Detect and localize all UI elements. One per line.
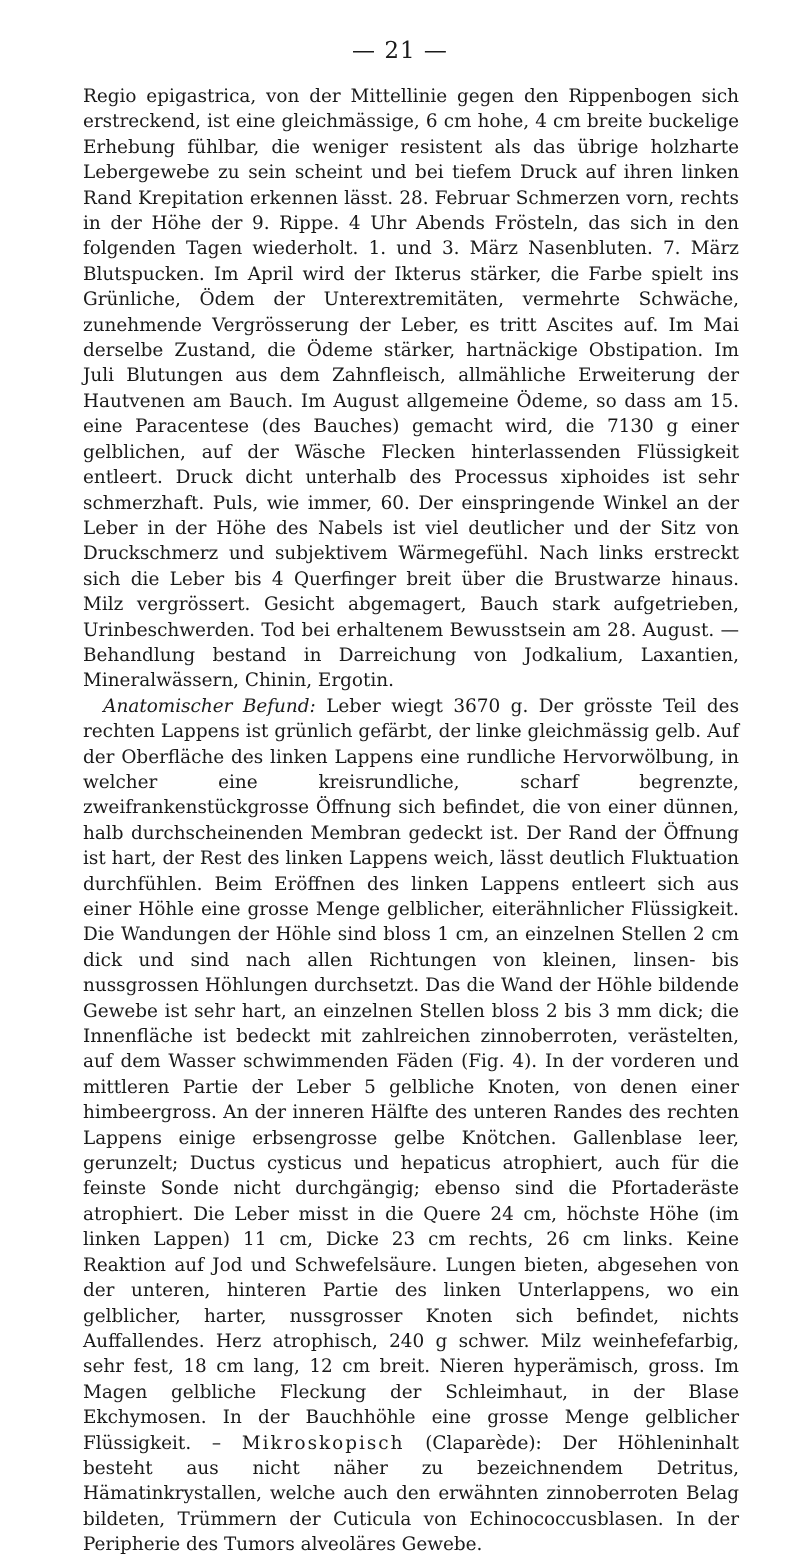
anatomical-findings-text: Leber wiegt 3670 g. Der grösste Teil des rechten Lappens ist grünlich gefärbt, der linke gleichmässig gelb. Auf der Oberfläche des linken Lappens eine rundliche Hervorwölbung, in welcher eine kreisrundliche, scharf begrenzte, zweifrankenstückgrosse Öffnung sich befindet, die von einer dünnen, halb durchscheinenden Membran gedeckt ist. Der Rand der Öffnung ist hart, der Rest des linken Lappens weich, lässt deutlich Fluktuation durchfühlen. Beim Eröffnen des linken Lappens entleert sich aus einer Höhle eine grosse Menge gelblicher, eiterähnlicher Flüssigkeit. Die Wandungen der Höhle sind bloss 1 cm, an einzelnen Stellen 2 cm dick und sind nach allen Richtungen von kleinen, linsen- bis nussgrossen Höhlungen durchsetzt. Das die Wand der Höhle bildende Gewebe ist sehr hart, an einzelnen Stellen bloss 2 bis 3 mm dick; die Innenfläche ist bedeckt mit zahlreichen zinnoberroten, verästelten, auf dem Wasser schwimmenden Fäden (Fig. 4). In der vorderen und mittleren Partie der Leber 5 gelbliche Knoten, von denen einer himbeergross. An der inneren Hälfte des unteren Randes des rechten Lappens einige erbsengrosse gelbe Knötchen. Gallenblase leer, gerunzelt; Ductus cysticus und hepaticus atrophiert, auch für die feinste Sonde nicht durchgängig; ebenso sind die Pfortaderäste atrophiert. Die Leber misst in die Quere 24 cm, höchste Höhe (im linken Lappen) 11 cm, Dicke 23 cm rechts, 26 cm links. Keine Reaktion auf Jod und Schwefelsäure. Lungen bieten, abgesehen von der unteren, hinteren Partie des linken Unterlappens, wo ein gelblicher, harter, nussgrosser Knoten sich befindet, nichts Auffallendes. Herz atrophisch, 240 g schwer. Milz weinhefefarbig, sehr fest, 18 cm lang, 12 cm breit. Nieren hyperämisch, gross. Im Magen gelbliche Fleckung der Schleimhaut, in der Blase Ekchymosen. In der Bauchhöhle eine grosse Menge gelblicher Flüssigkeit. – bbox=[83, 695, 740, 1454]
section-heading-anatomical-findings: Anatomischer Befund: bbox=[103, 695, 316, 717]
body-text bbox=[83, 84, 739, 1558]
page-number: — 21 — bbox=[352, 38, 448, 64]
paragraph-anatomical-findings bbox=[83, 694, 739, 1558]
paragraph-case-history: Regio epigastrica, von der Mittellinie gegen den Rippenbogen sich erstreckend, ist eine gleichmässige, 6 cm hohe, 4 cm breite buckelige Erhebung fühlbar, die weniger resistent als das übrige holzharte Lebergewebe zu sein scheint und bei tiefem Druck auf ihren linken Rand Krepitation erkennen lässt. 28. Februar Schmerzen vorn, rechts in der Höhe der 9. Rippe. 4 Uhr Abends Frösteln, das sich in den folgenden Tagen wiederholt. 1. und 3. März Nasenbluten. 7. März Blutspucken. Im April wird der Ikterus stärker, die Farbe spielt ins Grünliche, Ödem der Unterextremitäten, vermehrte Schwäche, zunehmende Vergrösserung der Leber, es tritt Ascites auf. Im Mai derselbe Zustand, die Ödeme stärker, hartnäckige Obstipation. Im Juli Blutungen aus dem Zahnfleisch, allmähliche Erweiterung der Hautvenen am Bauch. Im August allgemeine Ödeme, so dass am 15. eine Paracentese (des Bauches) gemacht wird, die 7130 g einer gelblichen, auf der Wäsche Flecken hinterlassenden Flüssigkeit entleert. Druck dicht unterhalb des Processus xiphoides ist sehr schmerzhaft. Puls, wie immer, 60. Der einspringende Winkel an der Leber in der Höhe des Nabels ist viel deutlicher und der Sitz von Druckschmerz und subjektivem Wärmegefühl. Nach links erstreckt sich die Leber bis 4 Querfinger breit über die Brustwarze hinaus. Milz vergrössert. Gesicht abgemagert, Bauch stark aufgetrieben, Urinbeschwerden. Tod bei erhaltenem Bewusstsein am 28. August. — Behandlung bestand in Darreichung von Jodkalium, Laxantien, Mineralwässern, Chinin, Ergotin. bbox=[83, 86, 739, 692]
section-heading-microscopic: Mikroskopisch bbox=[241, 1432, 405, 1454]
microscopic-findings-text: (Claparède): Der Höhleninhalt besteht aus nicht näher zu bezeichnendem Detritus, Hämatinkrystallen, welche auch den erwähnten zinnoberroten Belag bildeten, Trümmern der Cuticula von Echinococcusblasen. In der Peripherie des Tumors alveoläres Gewebe. bbox=[83, 1432, 739, 1556]
